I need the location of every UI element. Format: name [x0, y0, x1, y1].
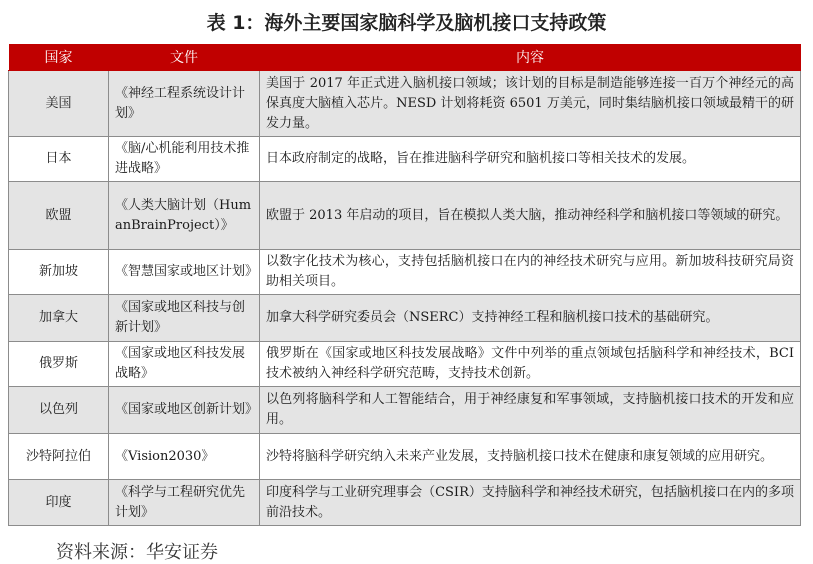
table-row [9, 387, 801, 434]
country-cell: 美国 [9, 71, 109, 137]
country-cell: 俄罗斯 [9, 342, 109, 387]
country-cell: 新加坡 [9, 250, 109, 295]
file-cell: 《人类大脑计划（HumanBrainProject）》 [109, 182, 260, 250]
header-country: 国家 [9, 44, 109, 71]
country-cell: 印度 [9, 480, 109, 526]
file-cell: 《科学与工程研究优先计划》 [109, 480, 260, 526]
country-cell: 日本 [9, 137, 109, 182]
file-cell: 《神经工程系统设计计划》 [109, 71, 260, 137]
table-header-row [9, 44, 801, 71]
policy-table [8, 44, 801, 526]
table-row [9, 137, 801, 182]
content-cell: 欧盟于 2013 年启动的项目，旨在模拟人类大脑，推动神经科学和脑机接口等领域的研究。 [260, 182, 801, 250]
header-file: 文件 [109, 44, 260, 71]
content-cell: 印度科学与工业研究理事会（CSIR）支持脑科学和神经技术研究，包括脑机接口在内的多项前沿技术。 [260, 480, 801, 526]
table-row [9, 71, 801, 137]
content-cell: 美国于 2017 年正式进入脑机接口领域；该计划的目标是制造能够连接一百万个神经元的高保真度大脑植入芯片。NESD 计划将耗资 6501 万美元，同时集结脑机接口领域最精干的研发力量。 [260, 71, 801, 137]
file-cell: 《国家或地区科技与创新计划》 [109, 295, 260, 342]
content-cell: 沙特将脑科学研究纳入未来产业发展，支持脑机接口技术在健康和康复领域的应用研究。 [260, 434, 801, 480]
country-cell: 欧盟 [9, 182, 109, 250]
table-row [9, 342, 801, 387]
file-cell: 《国家或地区创新计划》 [109, 387, 260, 434]
content-cell: 俄罗斯在《国家或地区科技发展战略》文件中列举的重点领域包括脑科学和神经技术，BCI 技术被纳入神经科学研究范畴，支持技术创新。 [260, 342, 801, 387]
content-cell: 以数字化技术为核心，支持包括脑机接口在内的神经技术研究与应用。新加坡科技研究局资助相关项目。 [260, 250, 801, 295]
table-title: 表 1：海外主要国家脑科学及脑机接口支持政策 [206, 12, 607, 34]
file-cell: 《智慧国家或地区计划》 [109, 250, 260, 295]
content-cell: 加拿大科学研究委员会（NSERC）支持神经工程和脑机接口技术的基础研究。 [260, 295, 801, 342]
content-cell: 以色列将脑科学和人工智能结合，用于神经康复和军事领域，支持脑机接口技术的开发和应用。 [260, 387, 801, 434]
country-cell: 沙特阿拉伯 [9, 434, 109, 480]
table-row [9, 250, 801, 295]
table-row [9, 295, 801, 342]
table-row [9, 434, 801, 480]
file-cell: 《国家或地区科技发展战略》 [109, 342, 260, 387]
file-cell: 《脑/心机能利用技术推进战略》 [109, 137, 260, 182]
header-content: 内容 [260, 44, 801, 71]
content-cell: 日本政府制定的战略，旨在推进脑科学研究和脑机接口等相关技术的发展。 [260, 137, 801, 182]
country-cell: 加拿大 [9, 295, 109, 342]
table-row [9, 182, 801, 250]
source-note: 资料来源：华安证券 [56, 542, 218, 563]
file-cell: 《Vision2030》 [109, 434, 260, 480]
country-cell: 以色列 [9, 387, 109, 434]
table-row [9, 480, 801, 526]
